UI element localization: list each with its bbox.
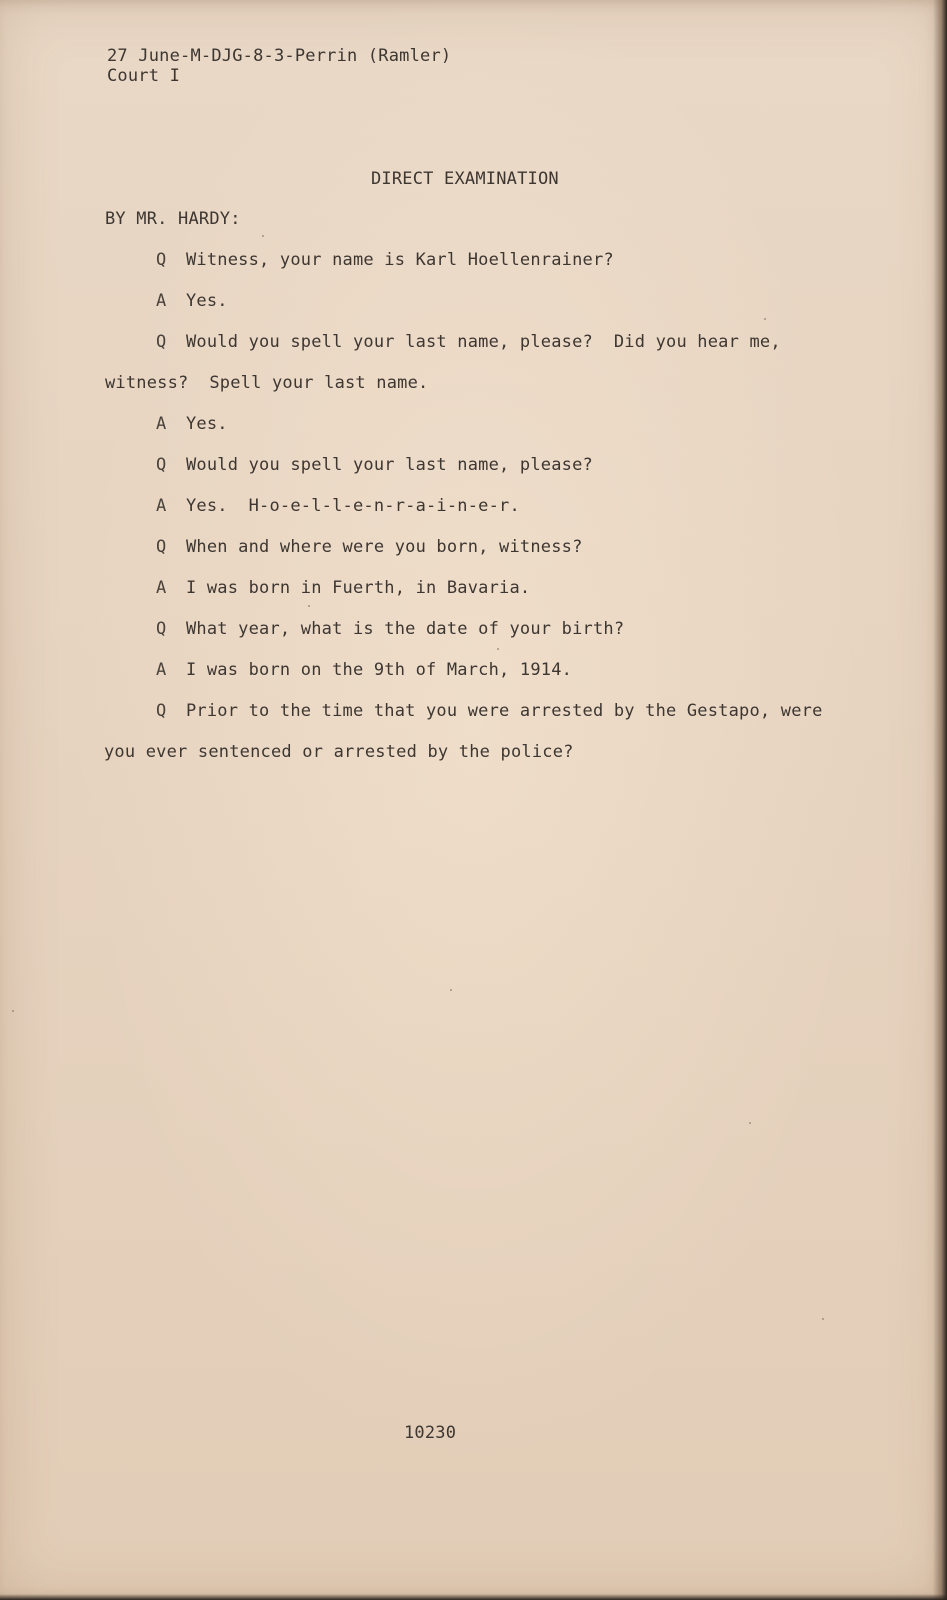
speaker-marker: Q bbox=[156, 455, 167, 475]
section-title: DIRECT EXAMINATION bbox=[371, 169, 559, 189]
exchange-text: I was born on the 9th of March, 1914. bbox=[186, 660, 573, 680]
exchange-text: When and where were you born, witness? bbox=[186, 537, 583, 557]
exchange-text: Prior to the time that you were arrested by the Gestapo, were bbox=[186, 701, 823, 721]
speaker-marker: Q bbox=[156, 701, 167, 721]
speaker-marker: A bbox=[156, 660, 167, 680]
speaker-marker: Q bbox=[156, 619, 167, 639]
header-court: Court I bbox=[107, 66, 181, 86]
speaker-marker: A bbox=[156, 291, 167, 311]
page-number: 10230 bbox=[404, 1423, 457, 1443]
paper-speck bbox=[822, 1318, 824, 1320]
paper-speck bbox=[450, 989, 452, 991]
exchange-text: Yes. bbox=[186, 291, 228, 311]
examiner-line: BY MR. HARDY: bbox=[105, 209, 241, 229]
exchange-text: Witness, your name is Karl Hoellenrainer? bbox=[186, 250, 614, 270]
exchange-text: Yes. bbox=[186, 414, 228, 434]
paper-speck bbox=[12, 1010, 14, 1012]
speaker-marker: Q bbox=[156, 250, 167, 270]
header-reference: 27 June-M-DJG-8-3-Perrin (Ramler) bbox=[107, 46, 452, 66]
paper-speck bbox=[262, 235, 264, 237]
paper-speck bbox=[764, 318, 766, 320]
page-edge-shadow bbox=[0, 1594, 947, 1600]
exchange-text: Would you spell your last name, please? bbox=[186, 455, 593, 475]
paper-speck bbox=[308, 605, 310, 607]
speaker-marker: A bbox=[156, 578, 167, 598]
page-edge-shadow bbox=[933, 0, 947, 1600]
speaker-marker: A bbox=[156, 496, 167, 516]
paper-speck bbox=[497, 648, 499, 650]
speaker-marker: Q bbox=[156, 537, 167, 557]
speaker-marker: Q bbox=[156, 332, 167, 352]
exchange-text: What year, what is the date of your birth? bbox=[186, 619, 625, 639]
exchange-text: I was born in Fuerth, in Bavaria. bbox=[186, 578, 531, 598]
exchange-continuation: you ever sentenced or arrested by the police? bbox=[104, 742, 574, 762]
exchange-text: Yes. H-o-e-l-l-e-n-r-a-i-n-e-r. bbox=[186, 496, 520, 516]
speaker-marker: A bbox=[156, 414, 167, 434]
exchange-continuation: witness? Spell your last name. bbox=[105, 373, 429, 393]
exchange-text: Would you spell your last name, please? Did you hear me, bbox=[186, 332, 781, 352]
paper-speck bbox=[749, 1122, 751, 1124]
